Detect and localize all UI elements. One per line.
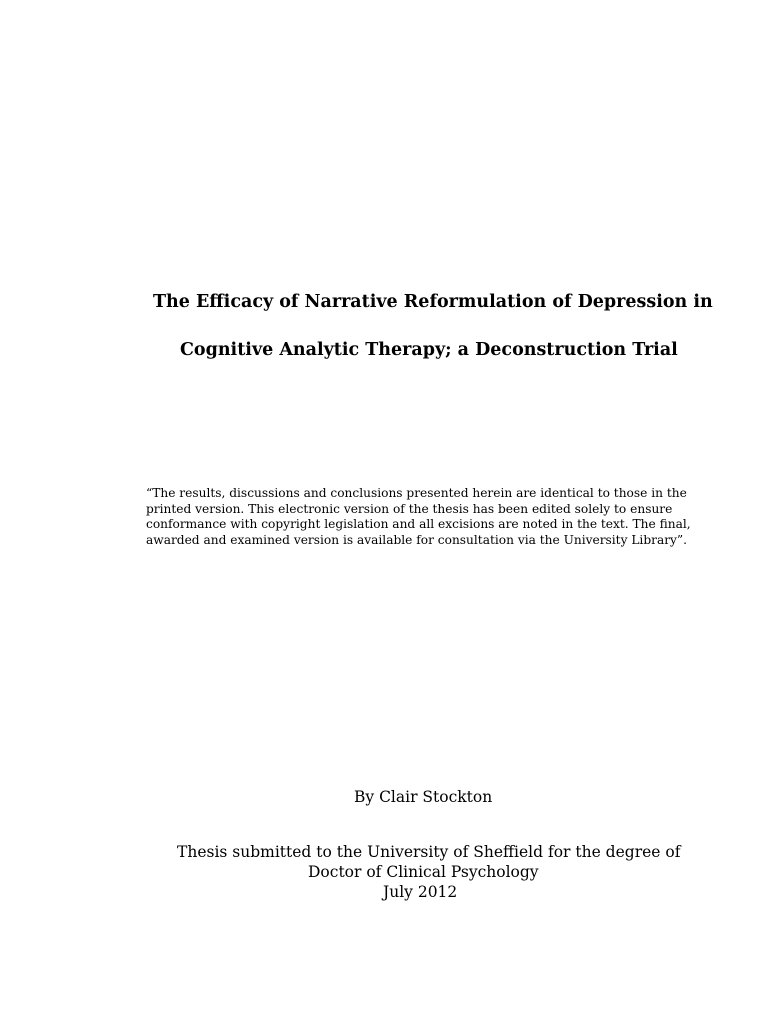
degree-name: Doctor of Clinical Psychology (308, 863, 539, 881)
disclaimer-line: “The results, discussions and conclusions presented herein are identical to those in the (146, 486, 687, 500)
disclaimer-line: printed version. This electronic version of the thesis has been edited solely to ensure (146, 501, 673, 516)
submission-statement: Thesis submitted to the University of Sheffield for the degree of (177, 843, 681, 861)
disclaimer-line: awarded and examined version is available for consultation via the University Library”. (146, 532, 688, 547)
thesis-title-line-2: Cognitive Analytic Therapy; a Deconstruction Trial (180, 340, 678, 360)
author-line: By Clair Stockton (354, 788, 493, 806)
disclaimer-paragraph (146, 486, 691, 548)
disclaimer-line: conformance with copyright legislation and all excisions are noted in the text. The final, (146, 517, 691, 531)
thesis-title-line-1: The Efficacy of Narrative Reformulation of Depression in (153, 292, 713, 312)
submission-date: July 2012 (383, 883, 458, 901)
